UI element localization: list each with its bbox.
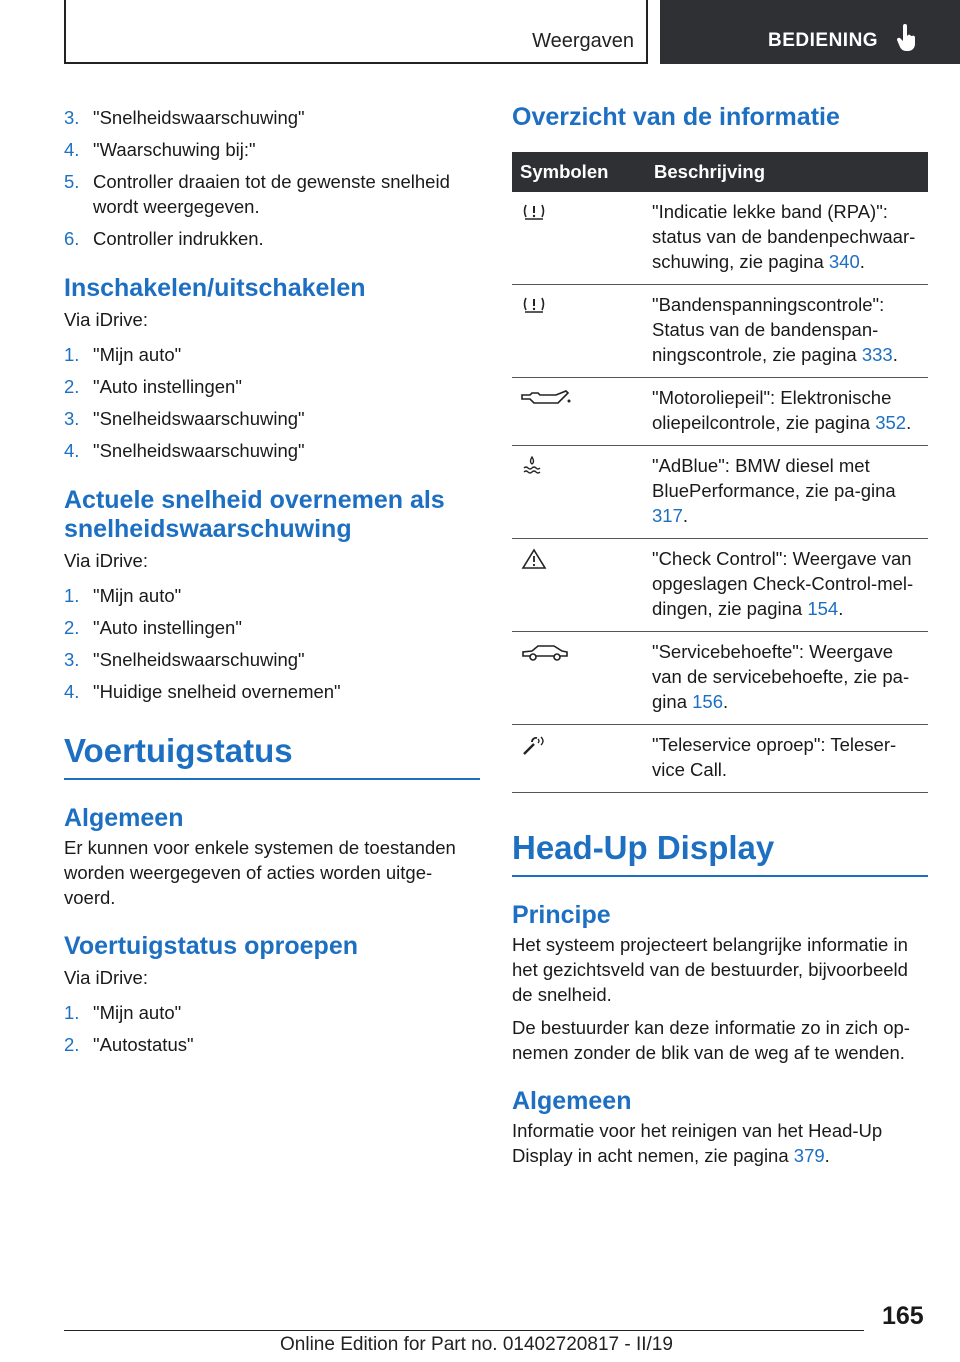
table-row: "AdBlue": BMW diesel met BluePerformance, zie pa-gina 317. [512, 446, 928, 539]
page-link[interactable]: 156 [692, 691, 723, 712]
table-row: "Bandenspanningscontrole": Status van de bandenspan-ningscontrole, zie pagina 333. [512, 285, 928, 378]
page-link[interactable]: 154 [807, 598, 839, 619]
page-link[interactable]: 317 [652, 505, 683, 526]
list-item: 3. "Snelheidswaarschuwing" [64, 408, 305, 429]
oil-can-icon [520, 387, 572, 409]
table-header-row [512, 152, 928, 192]
tire-pressure-monitor-icon [520, 294, 548, 316]
paragraph-principe-1: Het systeem projecteert belangrijke informatie in het gezichtsveld van de bestuurder, bijvoorbeeld de snelheid. [512, 934, 908, 1005]
right-column [512, 103, 928, 1168]
footer-divider [64, 1330, 864, 1331]
list-item: 4. "Huidige snelheid overnemen" [64, 681, 341, 702]
edition-note: Online Edition for Part no. 01402720817 - II/19 [280, 1334, 673, 1355]
list-item: 1. "Mijn auto" [64, 344, 182, 365]
warning-triangle-icon [520, 548, 548, 570]
list-item: 3. "Snelheidswaarschuwing" [64, 107, 305, 128]
table-row: "Servicebehoefte": Weergave van de servicebehoefte, zie pa-gina 156. [512, 632, 928, 725]
list-item: 5. Controller draaien tot de gewenste snelheid wordt weergegeven. [64, 171, 450, 217]
teleservice-wrench-icon [520, 734, 548, 756]
list-steps-4 [64, 1000, 480, 1057]
info-table [512, 152, 928, 793]
page-number: 165 [882, 1302, 924, 1330]
page-link[interactable]: 340 [828, 251, 860, 272]
heading-inschakelen: Inschakelen/uitschakelen [64, 274, 366, 302]
left-column [64, 105, 480, 1064]
list-steps-2 [64, 342, 480, 463]
heading-head-up-display: Head-Up Display [512, 829, 928, 877]
table-row: "Indicatie lekke band (RPA)": status van de bandenpechwaar-schuwing, zie pagina 340. [512, 192, 928, 285]
list-item: 4. "Waarschuwing bij:" [64, 139, 256, 160]
header-chapter-box [660, 0, 960, 64]
list-item: 1. "Mijn auto" [64, 1002, 182, 1023]
list-item: 2. "Auto instellingen" [64, 376, 242, 397]
heading-voertuigstatus: Voertuigstatus [64, 732, 480, 780]
list-steps-1 [64, 105, 480, 251]
list-item: 2. "Autostatus" [64, 1034, 194, 1055]
table-row: "Teleservice oproep": Teleser-vice Call. [512, 725, 928, 793]
page-link[interactable]: 352 [875, 412, 907, 433]
table-row: "Check Control": Weergave van opgeslagen Check-Control-mel-dingen, zie pagina 154. [512, 539, 928, 632]
via-idrive-3: Via iDrive: [64, 967, 148, 988]
table-header-symbolen: Symbolen [512, 152, 646, 192]
list-item: 4. "Snelheidswaarschuwing" [64, 440, 305, 461]
header-section-title: Weergaven [532, 30, 634, 52]
paragraph-algemeen: Er kunnen voor enkele systemen de toestanden worden weergegeven of acties worden uitge-voerd. [64, 837, 456, 908]
service-car-icon [520, 641, 570, 663]
via-idrive-1: Via iDrive: [64, 309, 148, 330]
paragraph-principe-2: De bestuurder kan deze informatie zo in zich op-nemen zonder de blik van de weg af te wenden. [512, 1017, 910, 1063]
list-item: 2. "Auto instellingen" [64, 617, 242, 638]
tire-pressure-warning-icon [520, 201, 548, 223]
hand-pointer-icon [896, 24, 918, 52]
heading-principe: Principe [512, 901, 611, 929]
heading-overzicht: Overzicht van de informatie [512, 103, 840, 131]
page-link[interactable]: 379 [793, 1145, 825, 1166]
list-item: 3. "Snelheidswaarschuwing" [64, 649, 305, 670]
table-row: "Motoroliepeil": Elektronische oliepeilcontrole, zie pagina 352. [512, 378, 928, 446]
page-link[interactable]: 333 [861, 344, 893, 365]
paragraph-algemeen-hud: Informatie voor het reinigen van het Head-Up Display in acht nemen, zie pagina 379. [512, 1120, 883, 1166]
heading-algemeen-hud: Algemeen [512, 1087, 632, 1115]
list-item: 1. "Mijn auto" [64, 585, 182, 606]
adblue-icon [520, 455, 548, 477]
heading-actuele-snelheid: Actuele snelheid overnemen als snelheidswaarschuwing [64, 486, 445, 543]
header-section-box [64, 0, 648, 64]
heading-algemeen: Algemeen [64, 804, 184, 832]
list-steps-3 [64, 583, 480, 704]
header-chapter-title: BEDIENING [768, 30, 879, 51]
heading-voertuigstatus-oproepen: Voertuigstatus oproepen [64, 932, 359, 960]
table-header-beschrijving: Beschrijving [646, 152, 928, 192]
list-item: 6. Controller indrukken. [64, 228, 264, 249]
via-idrive-2: Via iDrive: [64, 550, 148, 571]
